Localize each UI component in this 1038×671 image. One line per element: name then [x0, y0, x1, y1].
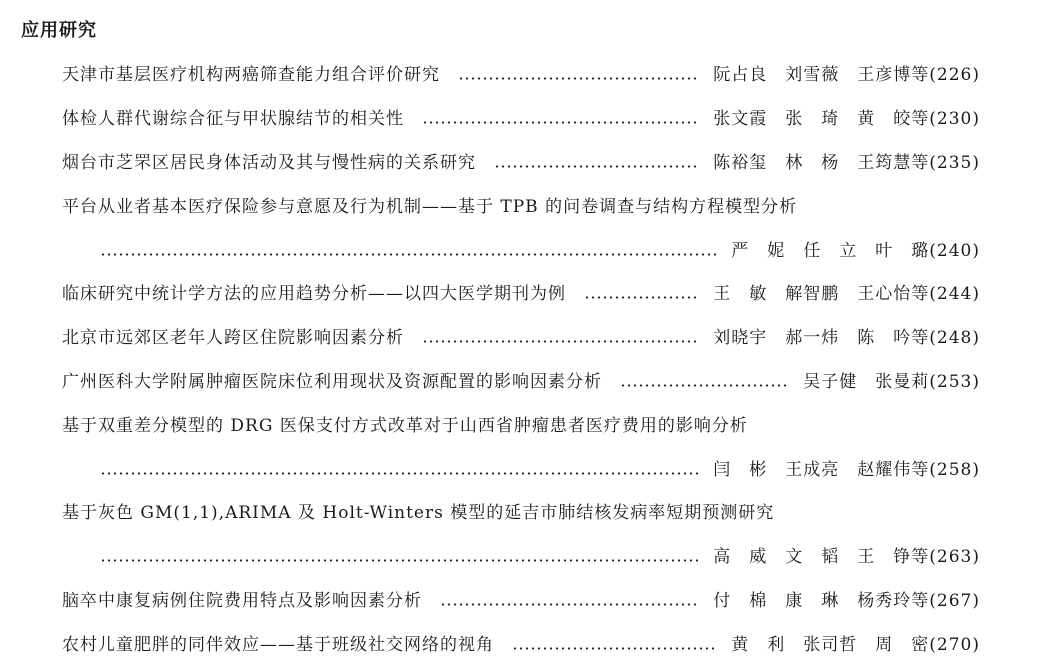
leader-dots: [100, 472, 699, 475]
section-heading: 应用研究: [21, 20, 97, 41]
toc-entry[interactable]: [62, 367, 980, 397]
entry-title: 基于双重差分模型的 DRG 医保支付方式改革对于山西省肿瘤患者医疗费用的影响分析: [62, 416, 748, 436]
toc-entry[interactable]: [62, 148, 980, 178]
leader-dots: [494, 165, 699, 168]
leader-dots: [620, 384, 789, 387]
leader-dots: [422, 121, 699, 124]
leader-dots: [584, 296, 699, 299]
entry-title: 脑卒中康复病例住院费用特点及影响因素分析: [62, 591, 422, 611]
entry-page: (258): [929, 460, 980, 480]
entry-title: 体检人群代谢综合征与甲状腺结节的相关性: [62, 109, 404, 129]
leader-dots: [100, 253, 717, 256]
leader-dots: [512, 647, 717, 650]
entry-title: 天津市基层医疗机构两癌筛查能力组合评价研究: [62, 65, 440, 85]
entry-authors: 严 妮 任 立 叶 璐(240): [731, 241, 980, 261]
entry-page: (230): [929, 109, 980, 129]
entry-title: 临床研究中统计学方法的应用趋势分析——以四大医学期刊为例: [62, 284, 566, 304]
entry-title: 北京市远郊区老年人跨区住院影响因素分析: [62, 328, 404, 348]
entry-title: 平台从业者基本医疗保险参与意愿及行为机制——基于 TPB 的问卷调查与结构方程模型分析: [62, 197, 798, 217]
entry-authors: 黄 利 张司哲 周 密(270): [731, 635, 980, 655]
entry-title: 烟台市芝罘区居民身体活动及其与慢性病的关系研究: [62, 153, 476, 173]
toc-entry-title-line[interactable]: [62, 192, 980, 222]
entry-title: 广州医科大学附属肿瘤医院床位利用现状及资源配置的影响因素分析: [62, 372, 602, 392]
entry-page: (235): [929, 153, 980, 173]
entry-authors: 陈裕玺 林 杨 王筠慧等(235): [713, 153, 980, 173]
entry-page: (226): [929, 65, 980, 85]
toc-entry-title-line[interactable]: [62, 498, 980, 528]
entry-page: (253): [929, 372, 980, 392]
entry-page: (267): [929, 591, 980, 611]
entry-authors: 张文霞 张 琦 黄 皎等(230): [713, 109, 980, 129]
toc-entry-continuation[interactable]: [100, 542, 980, 572]
toc-entry-continuation[interactable]: [100, 236, 980, 266]
entry-authors: 刘晓宇 郝一炜 陈 吟等(248): [713, 328, 980, 348]
entry-authors: 阮占良 刘雪薇 王彦博等(226): [713, 65, 980, 85]
entry-authors: 王 敏 解智鹏 王心怡等(244): [713, 284, 980, 304]
entry-page: (248): [929, 328, 980, 348]
entry-title: 农村儿童肥胖的同伴效应——基于班级社交网络的视角: [62, 635, 494, 655]
entry-page: (240): [929, 241, 980, 261]
entry-page: (270): [929, 635, 980, 655]
leader-dots: [422, 340, 699, 343]
entry-page: (263): [929, 547, 980, 567]
toc-entry[interactable]: [62, 60, 980, 90]
leader-dots: [440, 603, 699, 606]
entry-page: (244): [929, 284, 980, 304]
entry-authors: 吴子健 张曼莉(253): [803, 372, 980, 392]
toc-entry[interactable]: [62, 630, 980, 660]
toc-entry-continuation[interactable]: [100, 455, 980, 485]
entry-authors: 闫 彬 王成亮 赵耀伟等(258): [713, 460, 980, 480]
toc-entry[interactable]: [62, 279, 980, 309]
entry-authors: 高 威 文 韬 王 铮等(263): [713, 547, 980, 567]
toc-entry[interactable]: [62, 323, 980, 353]
entry-title: 基于灰色 GM(1,1),ARIMA 及 Holt-Winters 模型的延吉市肺结核发病率短期预测研究: [62, 503, 775, 523]
toc-entry-title-line[interactable]: [62, 411, 980, 441]
leader-dots: [458, 77, 699, 80]
toc-entry[interactable]: [62, 104, 980, 134]
leader-dots: [100, 559, 699, 562]
toc-entry[interactable]: [62, 586, 980, 616]
entry-authors: 付 棉 康 琳 杨秀玲等(267): [713, 591, 980, 611]
